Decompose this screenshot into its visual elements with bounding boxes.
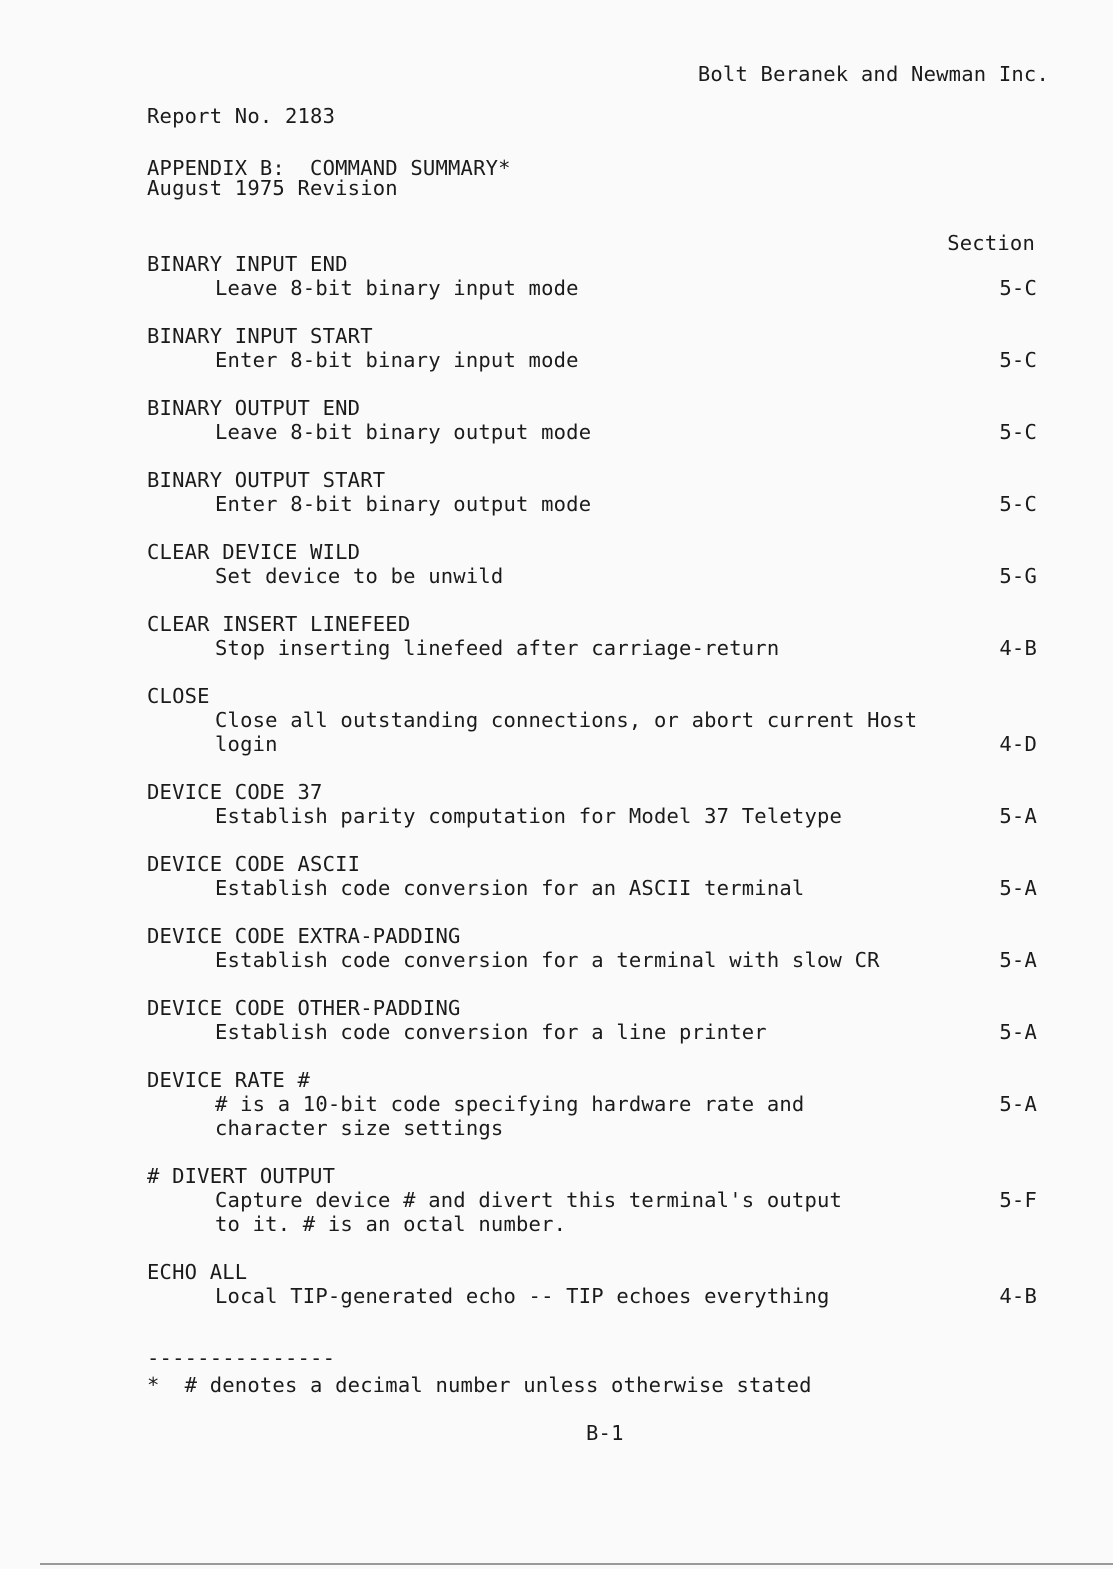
command-name: BINARY OUTPUT START [147, 468, 386, 492]
footnote-rule: --------------- [147, 1346, 336, 1370]
command-name: ECHO ALL [147, 1260, 248, 1284]
command-description-row [215, 420, 1037, 444]
command-name: DEVICE CODE OTHER-PADDING [147, 996, 461, 1020]
footnote: * # denotes a decimal number unless otherwise stated [147, 1373, 812, 1397]
command-description: Enter 8-bit binary input mode [215, 348, 579, 372]
section-reference: 4-B [999, 1284, 1037, 1308]
appendix-title: APPENDIX B: COMMAND SUMMARY* [147, 156, 511, 180]
command-list [147, 252, 1037, 1308]
command-entry [147, 396, 1037, 444]
report-number: Report No. 2183 [147, 104, 336, 128]
command-description-row [215, 1092, 1037, 1140]
command-description-row [215, 804, 1037, 828]
command-description: Local TIP-generated echo -- TIP echoes everything [215, 1284, 830, 1308]
command-description: Leave 8-bit binary input mode [215, 276, 579, 300]
command-description-row [215, 1188, 1037, 1236]
command-entry [147, 540, 1037, 588]
command-entry [147, 468, 1037, 516]
command-name: DEVICE CODE EXTRA-PADDING [147, 924, 461, 948]
company-name: Bolt Beranek and Newman Inc. [697, 62, 1049, 86]
command-entry [147, 1164, 1037, 1236]
command-name: CLEAR INSERT LINEFEED [147, 612, 411, 636]
section-reference: 5-A [999, 1020, 1037, 1044]
command-entry [147, 780, 1037, 828]
command-name: CLOSE [147, 684, 210, 708]
command-name: DEVICE CODE 37 [147, 780, 323, 804]
command-name: BINARY OUTPUT END [147, 396, 361, 420]
command-description: Establish code conversion for a terminal with slow CR [215, 948, 880, 972]
section-column-heading: Section [947, 231, 1035, 255]
command-description-row [215, 564, 1037, 588]
command-entry [147, 1068, 1037, 1140]
command-name: BINARY INPUT START [147, 324, 373, 348]
command-entry [147, 612, 1037, 660]
command-description: Set device to be unwild [215, 564, 504, 588]
report-revision: August 1975 Revision [147, 176, 398, 200]
section-reference: 5-C [999, 492, 1037, 516]
section-reference: 5-A [999, 804, 1037, 828]
command-description-row [215, 492, 1037, 516]
section-reference: 5-A [999, 948, 1037, 972]
command-description: # is a 10-bit code specifying hardware rate and character size settings [215, 1092, 805, 1140]
command-entry [147, 852, 1037, 900]
section-reference: 5-C [999, 276, 1037, 300]
command-description: Establish parity computation for Model 37 Teletype [215, 804, 843, 828]
command-entry [147, 252, 1037, 300]
section-reference: 5-F [999, 1188, 1037, 1212]
command-description-row [215, 276, 1037, 300]
report-header [147, 56, 398, 248]
command-description-row [215, 708, 1037, 756]
section-reference: 5-A [999, 876, 1037, 900]
command-description: Stop inserting linefeed after carriage-return [215, 636, 780, 660]
command-description: Establish code conversion for an ASCII terminal [215, 876, 805, 900]
command-description: Leave 8-bit binary output mode [215, 420, 592, 444]
command-description: Capture device # and divert this terminal's output to it. # is an octal number. [215, 1188, 843, 1236]
command-entry [147, 684, 1037, 756]
command-entry [147, 1260, 1037, 1308]
command-entry [147, 924, 1037, 972]
section-reference: 5-C [999, 420, 1037, 444]
section-reference: 5-C [999, 348, 1037, 372]
section-reference: 5-G [999, 564, 1037, 588]
command-entry [147, 996, 1037, 1044]
command-name: # DIVERT OUTPUT [147, 1164, 336, 1188]
command-description-row [215, 948, 1037, 972]
command-description-row [215, 636, 1037, 660]
page-bottom-edge [40, 1563, 1113, 1565]
page-number: B-1 [586, 1421, 624, 1445]
command-description: Enter 8-bit binary output mode [215, 492, 592, 516]
command-description: Establish code conversion for a line printer [215, 1020, 767, 1044]
command-description-row [215, 876, 1037, 900]
command-name: BINARY INPUT END [147, 252, 348, 276]
command-name: CLEAR DEVICE WILD [147, 540, 361, 564]
section-reference: 5-A [999, 1092, 1037, 1116]
command-description-row [215, 1020, 1037, 1044]
command-description: Close all outstanding connections, or abort current Host login [215, 708, 918, 756]
section-reference: 4-D [999, 732, 1037, 756]
command-description-row [215, 348, 1037, 372]
section-reference: 4-B [999, 636, 1037, 660]
command-name: DEVICE RATE # [147, 1068, 311, 1092]
command-description-row [215, 1284, 1037, 1308]
command-name: DEVICE CODE ASCII [147, 852, 361, 876]
command-entry [147, 324, 1037, 372]
